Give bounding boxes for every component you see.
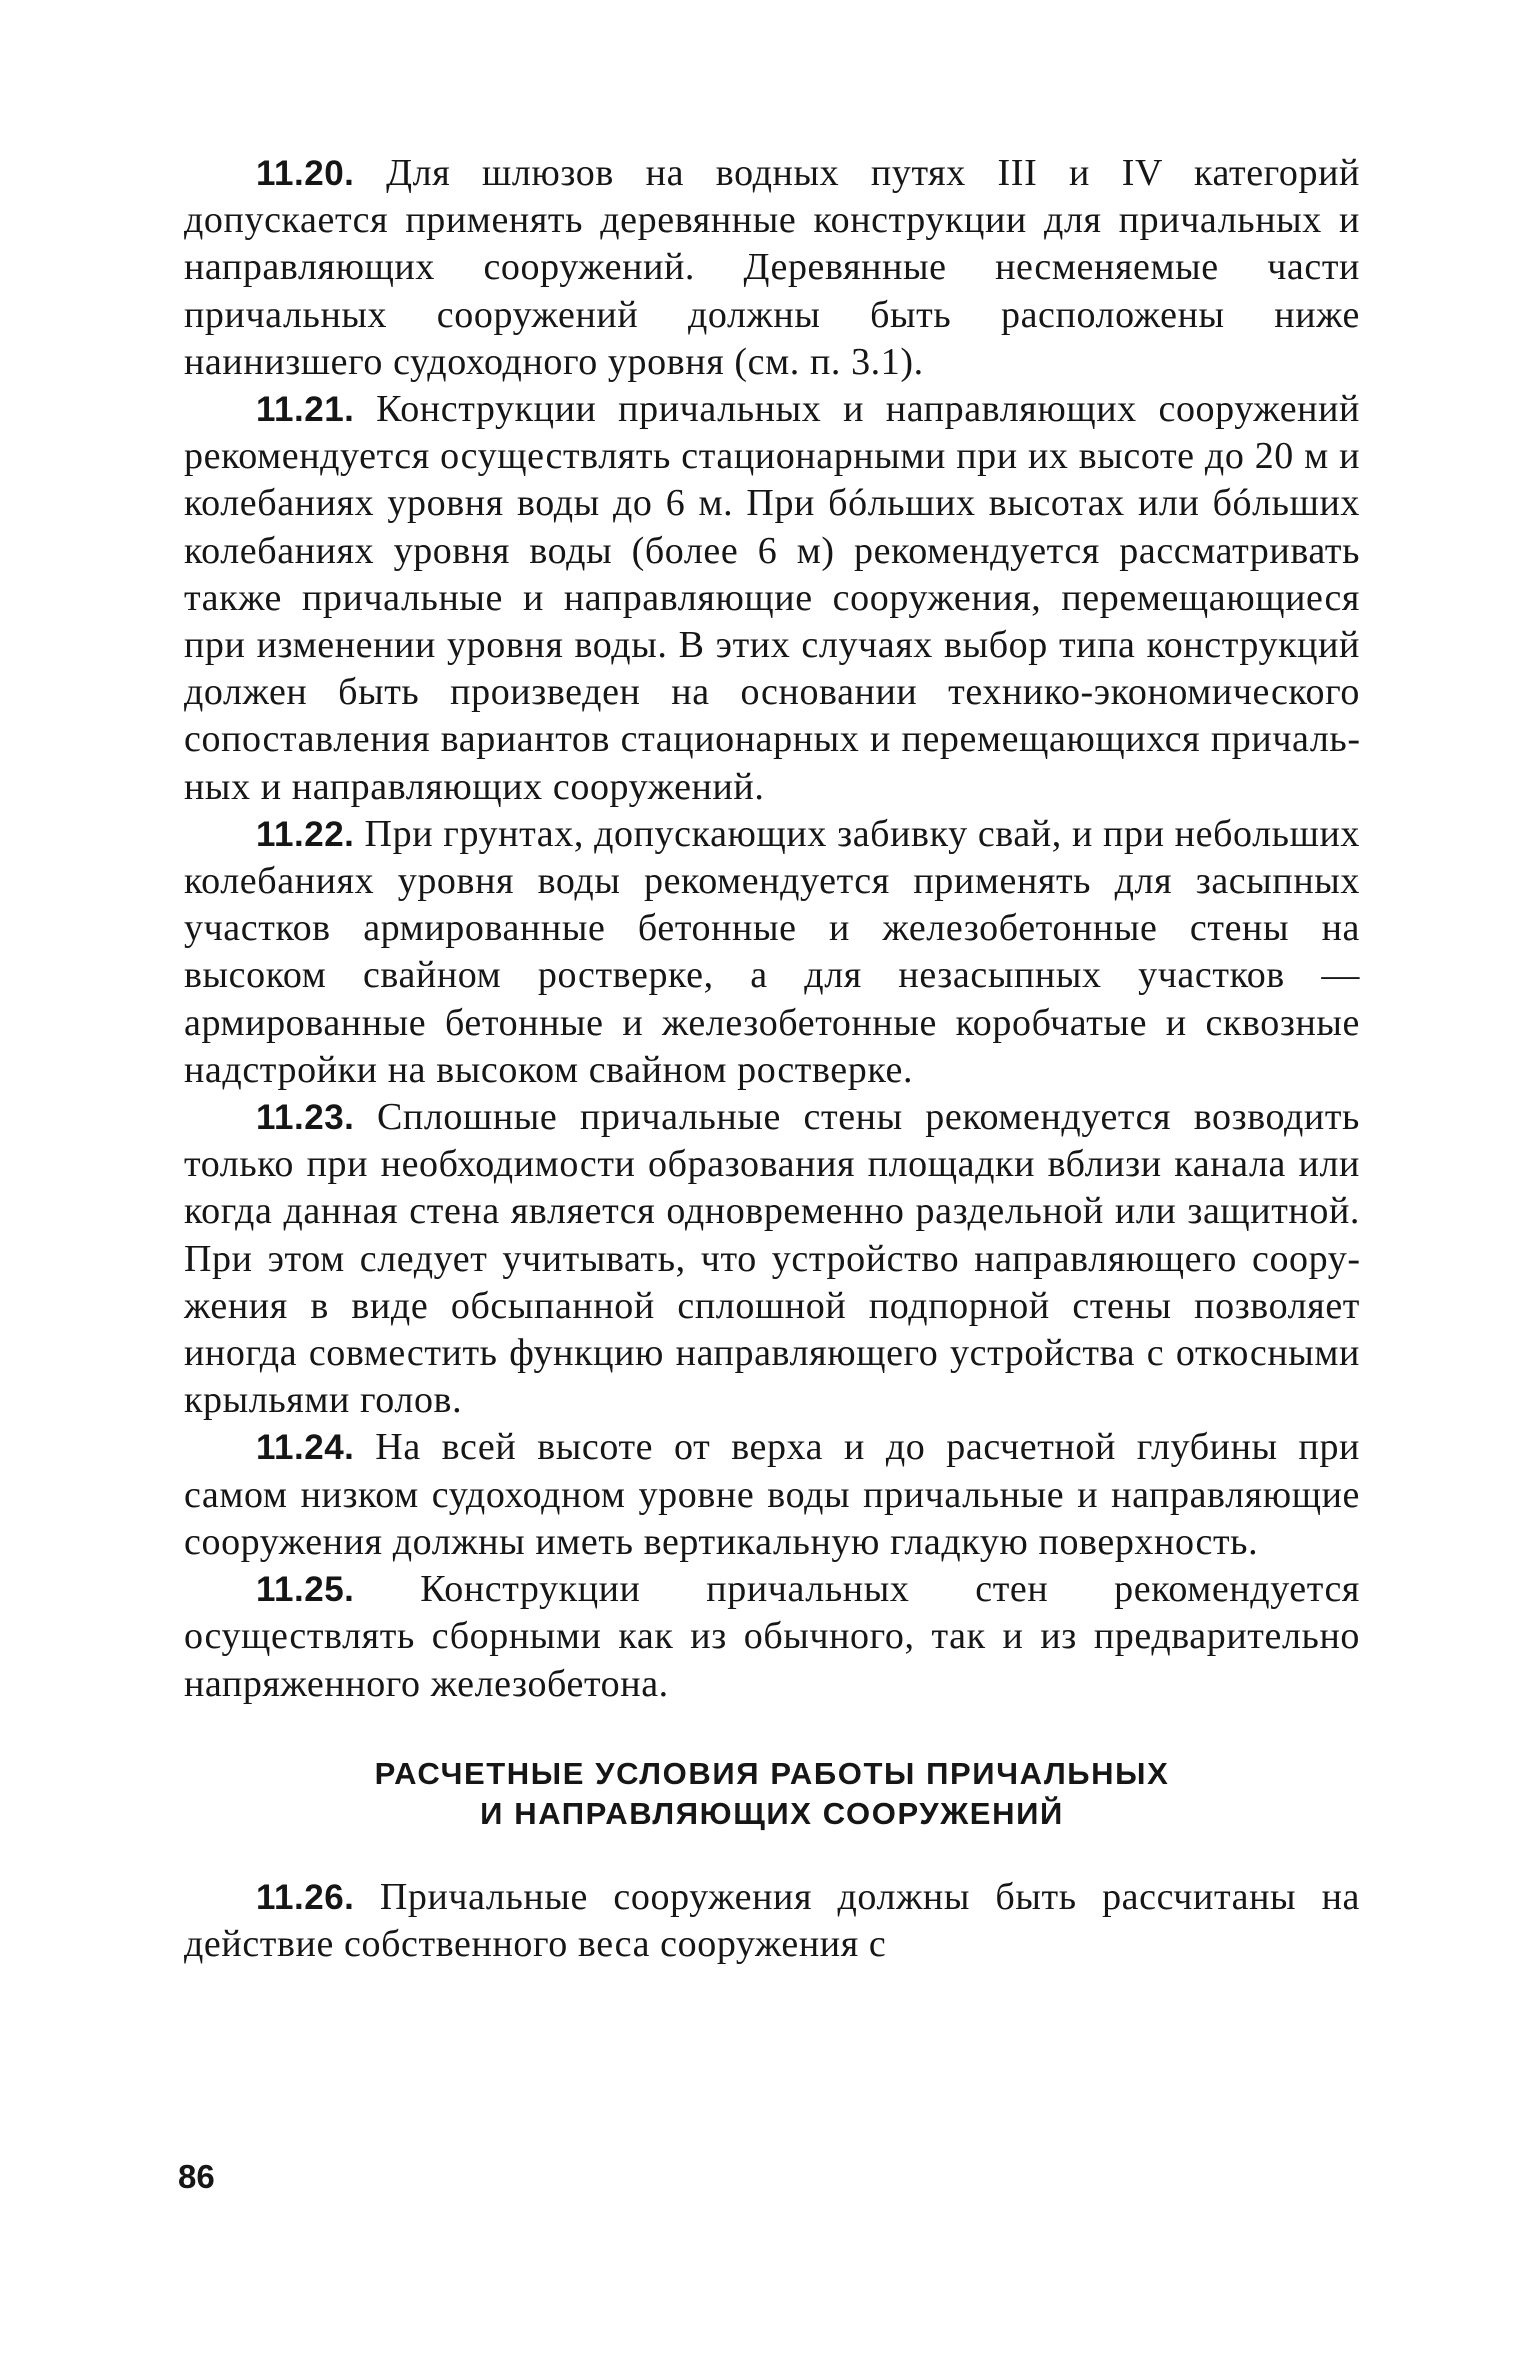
paragraph-11-23 [184, 1094, 1360, 1424]
section-heading-line-1: РАСЧЕТНЫЕ УСЛОВИЯ РАБОТЫ ПРИЧАЛЬНЫХ [374, 1755, 1170, 1791]
clause-number: 11.20. [256, 154, 355, 193]
paragraph-text: При грунтах, допускающих забивку свай, и при небольших колебаниях уровня воды рекомендуется применять для засыпных участков армированные бетонные и железобетонные стены на высоком свайном ростверке, а для незасыпных участков — армированные бетонные и железобетонные коробчатые и сквозные надстройки на высоком свайном ростверке. [184, 812, 1360, 1091]
paragraph-11-20 [184, 150, 1360, 386]
clause-number: 11.22. [256, 814, 355, 854]
paragraph-11-21 [184, 386, 1360, 811]
paragraph-text: Причальные сооружения должны быть рассчитаны на действие собственного веса сооружения с [184, 1875, 1360, 1965]
paragraph-11-24 [184, 1424, 1360, 1566]
page-number: 86 [178, 2158, 215, 2195]
paragraph-text: Конструкции причальных стен рекомендуется осуществлять сборными как из обычного, так и из предварительно напряженного железобетона. [184, 1568, 1360, 1705]
clause-number: 11.26. [256, 1877, 355, 1917]
clause-number: 11.25. [256, 1570, 355, 1610]
paragraph-11-26 [184, 1874, 1360, 1968]
paragraph-11-25 [184, 1566, 1360, 1708]
paragraph-text: Сплошные причальные стены рекомендуется возводить только при необходимости образования площадки вблизи канала или когда данная стена является одновременно раздельной или защитной. При этом следует учитывать, что устройство направляющего сооружения в виде обсыпанной сплошной подпорной стены позволяет иногда совместить функцию направляющего устройства с откосными крыльями голов. [184, 1096, 1360, 1422]
paragraph-11-22 [184, 811, 1360, 1094]
section-heading-line-2: И НАПРАВЛЯЮЩИХ СООРУЖЕНИЙ [480, 1795, 1064, 1831]
paragraph-text: На всей высоте от верха и до расчетной глубины при самом низком судоходном уровне воды причальные и направляющие сооружения должны иметь вертикальную гладкую поверхность. [184, 1426, 1360, 1563]
paragraph-text: Для шлюзов на водных путях III и IV категорий допускается применять деревянные конструкции для причальных и направляющих сооружений. Деревянные несменяемые части причальных сооружений должны быть расположены ниже наинизшего судоходного уровня (см. п. 3.1). [184, 152, 1360, 383]
clause-number: 11.24. [256, 1428, 355, 1468]
clause-number: 11.23. [256, 1098, 355, 1138]
paragraph-text: Конструкции причальных и направляющих сооружений рекомендуется осуществлять стационарными при их высоте до 20 м и колебаниях уровня воды до 6 м. При бóльших высотах или бóльших колебаниях уровня воды (более 6 м) рекомендуется рассматривать также причальные и направляющие сооружения, перемещающиеся при изменении уровня воды. В этих случаях выбор типа конструкций должен быть произведен на основании технико-экономического сопоставления вариантов стационарных и перемещающихся причальных и направляющих сооружений. [184, 388, 1360, 808]
section-heading [184, 1754, 1360, 1834]
clause-number: 11.21. [256, 390, 355, 430]
page-body [184, 150, 1360, 1968]
